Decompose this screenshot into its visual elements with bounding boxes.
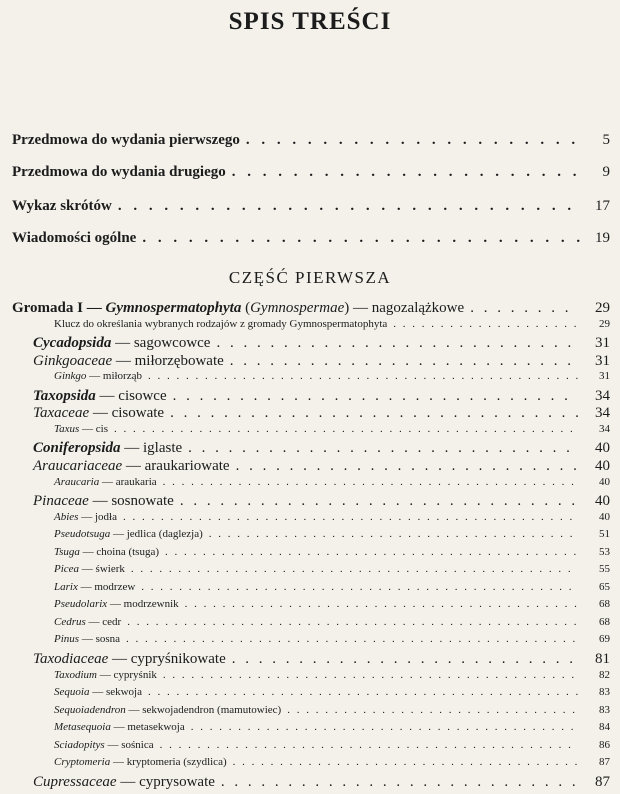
toc-entry[interactable]: [54, 616, 610, 634]
title-segment: — cisowce: [95, 387, 167, 404]
toc-entry-page: 40: [595, 457, 610, 474]
toc-entry[interactable]: [54, 633, 610, 651]
toc-entry[interactable]: [33, 493, 610, 511]
toc-entry-page: 9: [602, 164, 610, 180]
toc-entry-title: [33, 458, 230, 475]
toc-entry-title: [54, 756, 227, 768]
toc-entry[interactable]: [33, 405, 610, 423]
toc-entry-page: 31: [599, 370, 610, 383]
dot-leader: [470, 300, 578, 317]
toc-entry-page: 65: [599, 580, 610, 593]
title-segment: — cypryśnik: [97, 668, 157, 681]
toc-entry-title: [33, 493, 174, 510]
title-segment: Cedrus: [54, 615, 86, 628]
dot-leader: [287, 704, 578, 716]
toc-entry-page: 69: [599, 633, 610, 646]
toc-entry[interactable]: [33, 651, 610, 669]
title-segment: Cupressaceae: [33, 773, 117, 790]
toc-entry[interactable]: [54, 563, 610, 581]
dot-leader: [148, 686, 578, 698]
toc-entry-title: [54, 511, 117, 523]
title-segment: Tsuga: [54, 545, 80, 558]
toc-entry-title: [54, 423, 108, 435]
toc-entry-title: Wiadomości ogólne: [12, 230, 137, 246]
title-segment: Pseudotsuga: [54, 528, 111, 541]
toc-entry[interactable]: [12, 300, 610, 318]
toc-entry-title: [54, 546, 159, 558]
title-segment: Pinaceae: [33, 493, 89, 510]
toc-entry-page: 17: [595, 198, 610, 214]
dot-leader: [393, 318, 578, 330]
toc-entry-title: [54, 563, 125, 575]
toc-entry[interactable]: [54, 598, 610, 616]
toc-entry-page: 34: [595, 387, 610, 404]
toc-entry-page: 68: [599, 598, 610, 611]
title-segment: Cryptomeria: [54, 756, 111, 769]
toc-entry[interactable]: [54, 756, 610, 774]
title-segment: — miłorzębowate: [112, 352, 224, 369]
title-segment: Sequoiadendron: [54, 703, 126, 716]
toc-entry-title: [54, 581, 135, 593]
title-segment: Ginkgo: [54, 370, 87, 383]
toc-entry-title: [33, 335, 210, 352]
toc-entry-title: [54, 318, 387, 330]
title-segment: — metasekwoja: [110, 721, 185, 734]
dot-leader: [180, 493, 578, 510]
title-segment: Taxodiaceae: [33, 651, 109, 667]
title-segment: Pseudolarix: [54, 598, 108, 611]
dot-leader: [232, 164, 580, 181]
toc-entry[interactable]: [54, 528, 610, 546]
toc-entry-page: 40: [599, 475, 610, 488]
dot-leader: [185, 598, 578, 610]
toc-entry-title: [54, 476, 157, 488]
toc-entry-page: 40: [599, 510, 610, 523]
title-segment: Gromada I —: [12, 300, 106, 316]
toc-entry-page: 87: [599, 756, 610, 769]
toc-entry-page: 53: [599, 545, 610, 558]
toc-entry[interactable]: [54, 669, 610, 687]
title-segment: — choina (tsuga): [79, 545, 160, 558]
toc-entry-page: 31: [595, 352, 610, 369]
toc-entry[interactable]: [54, 318, 610, 336]
toc-entry-title: [54, 528, 203, 540]
title-segment: — cis: [79, 422, 109, 435]
title-segment: — araukariowate: [122, 457, 230, 474]
title-segment: Taxopsida: [33, 387, 96, 404]
toc-entry[interactable]: [54, 476, 610, 494]
title-segment: — cedr: [85, 615, 122, 628]
toc-entry[interactable]: [33, 353, 610, 371]
title-segment: — araukaria: [99, 475, 157, 488]
toc-entry-page: 29: [599, 317, 610, 330]
title-segment: Gymnospermatophyta: [105, 300, 242, 316]
toc-entry-page: 40: [595, 440, 610, 457]
toc-entry-page: 34: [599, 422, 610, 435]
toc-entry-page: 51: [599, 528, 610, 541]
toc-entry-title: Przedmowa do wydania pierwszego: [12, 132, 240, 148]
toc-entry-page: 68: [599, 615, 610, 628]
dot-leader: [141, 581, 578, 593]
dot-leader: [123, 511, 578, 523]
title-segment: — miłorząb: [86, 370, 142, 383]
dot-leader: [127, 616, 578, 628]
toc-entry[interactable]: [54, 423, 610, 441]
toc-entry-page: 83: [599, 703, 610, 716]
dot-leader: [216, 335, 578, 352]
toc-entry-title: [33, 651, 226, 668]
toc-entry-page: 5: [602, 132, 610, 148]
title-segment: — cisowate: [89, 405, 165, 422]
dot-leader: [188, 440, 578, 457]
title-segment: — sośnica: [104, 738, 154, 751]
title-segment: Metasequoia: [54, 721, 111, 734]
page-title: SPIS TREŚCI: [228, 8, 392, 35]
title-segment: Sciadopitys: [54, 738, 105, 751]
dot-leader: [126, 633, 578, 645]
toc-entry-title: [33, 405, 164, 422]
toc-entry-title: [54, 686, 142, 698]
toc-entry-title: [54, 669, 157, 681]
dot-leader: [209, 528, 578, 540]
dot-leader: [170, 405, 578, 422]
toc-entry-page: 31: [595, 335, 610, 352]
title-segment: — sosnowate: [88, 493, 174, 510]
dot-leader: [131, 563, 578, 575]
toc-entry[interactable]: [12, 198, 610, 218]
toc-entry[interactable]: [33, 388, 610, 406]
dot-leader: [246, 132, 580, 149]
toc-entry[interactable]: [33, 774, 610, 792]
title-segment: — sagowcowce: [111, 335, 211, 352]
dot-leader: [230, 353, 578, 370]
title-segment: Cycadopsida: [33, 335, 112, 352]
toc-entry-title: [54, 616, 121, 628]
title-segment: — kryptomeria (szydlica): [110, 756, 227, 769]
title-segment: Klucz do określania wybranych rodzajów z gromady Gymnospermatophyta: [54, 317, 388, 330]
toc-entry-title: [33, 774, 215, 791]
dot-leader: [163, 669, 578, 681]
title-segment: Taxodium: [54, 668, 97, 681]
toc-entry-page: 29: [595, 300, 610, 316]
toc-entry[interactable]: [33, 458, 610, 476]
title-segment: ) — nagozalążkowe: [344, 300, 465, 316]
dot-leader: [236, 458, 578, 475]
dot-leader: [118, 198, 580, 215]
dot-leader: [221, 774, 578, 791]
toc-entry-title: [54, 633, 120, 645]
toc-entry-title: [54, 721, 185, 733]
title-segment: Araucaria: [54, 475, 100, 488]
toc-entry-page: 84: [599, 721, 610, 734]
toc-entry[interactable]: [54, 721, 610, 739]
dot-leader: [114, 423, 578, 435]
toc-entry[interactable]: [54, 704, 610, 722]
dot-leader: [148, 370, 578, 382]
dot-leader: [173, 388, 578, 405]
toc-entry[interactable]: [12, 230, 610, 250]
title-segment: Coniferopsida: [33, 440, 121, 457]
dot-leader: [232, 651, 578, 668]
dot-leader: [142, 230, 580, 247]
title-segment: Taxus: [54, 422, 80, 435]
title-segment: (: [241, 300, 251, 316]
toc-entry-title: Przedmowa do wydania drugiego: [12, 164, 226, 180]
toc-entry[interactable]: [54, 546, 610, 564]
toc-entry[interactable]: [54, 370, 610, 388]
title-segment: — sosna: [79, 633, 121, 646]
title-segment: — jodła: [78, 510, 117, 523]
toc-entry-title: [54, 704, 281, 716]
toc-entry-title: [12, 300, 464, 317]
toc-entry[interactable]: [54, 581, 610, 599]
toc-entry-page: 86: [599, 738, 610, 751]
toc-entry-page: 55: [599, 563, 610, 576]
toc-entry[interactable]: [12, 164, 610, 184]
title-segment: — sekwojadendron (mamutowiec): [125, 703, 282, 716]
dot-leader: [165, 546, 578, 558]
toc-entry-page: 82: [599, 668, 610, 681]
toc-entry-title: [33, 388, 167, 405]
title-segment: Ginkgoaceae: [33, 352, 113, 369]
title-segment: — sekwoja: [89, 686, 142, 699]
title-segment: Larix: [54, 580, 78, 593]
title-segment: Pinus: [54, 633, 80, 646]
title-segment: Picea: [54, 563, 80, 576]
toc-entry-page: 83: [599, 686, 610, 699]
toc-entry-title: [33, 440, 182, 457]
title-segment: Abies: [54, 510, 79, 523]
dot-leader: [163, 476, 578, 488]
toc-entry-page: 87: [595, 773, 610, 790]
toc-entry-title: [54, 598, 179, 610]
title-segment: Sequoia: [54, 686, 90, 699]
part-heading: CZĘŚĆ PIERWSZA: [228, 268, 392, 287]
toc-entry[interactable]: [54, 739, 610, 757]
toc-entry-title: Wykaz skrótów: [12, 198, 112, 214]
toc-entry[interactable]: [33, 335, 610, 353]
title-segment: — jedlica (daglezja): [110, 528, 203, 541]
title-segment: Gymnospermae: [250, 300, 345, 316]
dot-leader: [160, 739, 578, 751]
toc-entry[interactable]: [54, 511, 610, 529]
toc-entry-page: 81: [595, 651, 610, 667]
dot-leader: [233, 756, 578, 768]
toc-entry[interactable]: [33, 440, 610, 458]
toc-entry-title: [54, 370, 142, 382]
title-segment: — modrzewnik: [107, 598, 179, 611]
toc-entry-page: 34: [595, 405, 610, 422]
toc-entry-page: 19: [595, 230, 610, 246]
title-segment: — iglaste: [120, 440, 183, 457]
toc-entry[interactable]: [54, 686, 610, 704]
toc-entry-page: 40: [595, 493, 610, 510]
toc-entry-title: [33, 353, 224, 370]
toc-entry-title: [54, 739, 154, 751]
dot-leader: [191, 721, 578, 733]
title-segment: — cyprysowate: [116, 773, 215, 790]
title-segment: Taxaceae: [33, 405, 90, 422]
title-segment: — modrzew: [77, 580, 136, 593]
title-segment: Araucariaceae: [33, 457, 123, 474]
toc-entry[interactable]: [12, 132, 610, 152]
title-segment: — świerk: [79, 563, 125, 576]
title-segment: — cypryśnikowate: [108, 651, 226, 667]
